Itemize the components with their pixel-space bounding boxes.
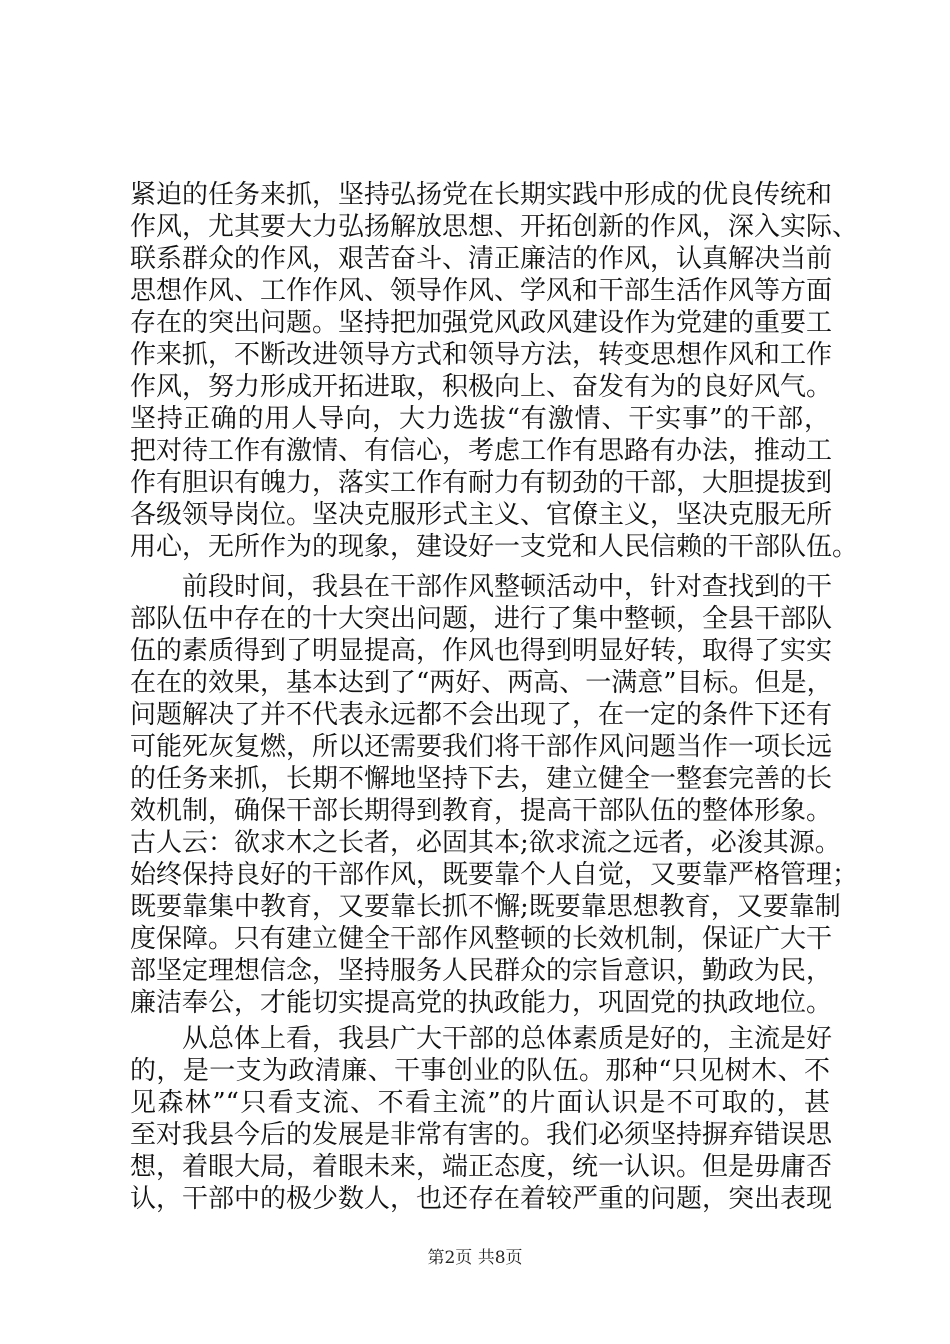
page-number-indicator: 第2页 共8页	[427, 1248, 523, 1268]
text-line: 至对我县今后的发展是非常有害的。我们必须坚持摒弃错误思	[130, 1120, 833, 1150]
text-line: 的，是一支为政清廉、干事创业的队伍。那种“只见树木、不	[130, 1056, 830, 1086]
text-line: 从总体上看，我县广大干部的总体素质是好的，主流是好	[130, 1024, 833, 1054]
paragraph-3	[130, 1023, 833, 1215]
text-line: 部队伍中存在的十大突出问题，进行了集中整顿，全县干部队	[130, 604, 833, 634]
text-line: 部坚定理想信念，坚持服务人民群众的宗旨意识，勤政为民，	[130, 956, 833, 986]
text-line: 联系群众的作风，艰苦奋斗、清正廉洁的作风，认真解决当前	[130, 244, 833, 274]
text-line: 用心，无所作为的现象，建设好一支党和人民信赖的干部队伍。	[130, 532, 859, 562]
text-line: 坚持正确的用人导向，大力选拔“有激情、干实事”的干部，	[130, 404, 830, 434]
text-line: 见森林”“只看支流、不看主流”的片面认识是不可取的，甚	[130, 1088, 830, 1118]
text-line: 认，干部中的极少数人，也还存在着较严重的问题，突出表现	[130, 1184, 833, 1214]
text-line: 始终保持良好的干部作风，既要靠个人自觉，又要靠严格管理；	[130, 860, 859, 890]
paragraph-2	[130, 571, 859, 1019]
paragraph-1	[130, 179, 859, 563]
text-line: 思想作风、工作作风、领导作风、学风和干部生活作风等方面	[130, 276, 833, 306]
text-line: 紧迫的任务来抓，坚持弘扬党在长期实践中形成的优良传统和	[130, 180, 833, 210]
page-footer	[0, 1247, 950, 1269]
text-line: 可能死灰复燃，所以还需要我们将干部作风问题当作一项长远	[130, 732, 833, 762]
text-line: 既要靠集中教育，又要靠长抓不懈;既要靠思想教育，又要靠制	[130, 892, 841, 922]
text-line: 的任务来抓，长期不懈地坚持下去，建立健全一整套完善的长	[130, 764, 833, 794]
text-line: 在在的效果，基本达到了“两好、两高、一满意”目标。但是，	[130, 668, 833, 698]
text-line: 想，着眼大局，着眼未来，端正态度，统一认识。但是毋庸否	[130, 1152, 833, 1182]
text-line: 把对待工作有激情、有信心，考虑工作有思路有办法，推动工	[130, 436, 833, 466]
text-line: 廉洁奉公，才能切实提高党的执政能力，巩固党的执政地位。	[130, 988, 833, 1018]
text-line: 问题解决了并不代表永远都不会出现了，在一定的条件下还有	[130, 700, 833, 730]
text-line: 度保障。只有建立健全干部作风整顿的长效机制，保证广大干	[130, 924, 833, 954]
text-line: 效机制，确保干部长期得到教育，提高干部队伍的整体形象。	[130, 796, 833, 826]
text-line: 作风，努力形成开拓进取，积极向上、奋发有为的良好风气。	[130, 372, 833, 402]
text-line: 古人云：欲求木之长者，必固其本;欲求流之远者，必浚其源。	[130, 828, 841, 858]
text-line: 作风，尤其要大力弘扬解放思想、开拓创新的作风，深入实际、	[130, 212, 859, 242]
text-line: 作来抓，不断改进领导方式和领导方法，转变思想作风和工作	[130, 340, 833, 370]
text-line: 伍的素质得到了明显提高，作风也得到明显好转，取得了实实	[130, 636, 833, 666]
text-line: 作有胆识有魄力，落实工作有耐力有韧劲的干部，大胆提拔到	[130, 468, 833, 498]
text-line: 存在的突出问题。坚持把加强党风政风建设作为党建的重要工	[130, 308, 833, 338]
text-line: 各级领导岗位。坚决克服形式主义、官僚主义，坚决克服无所	[130, 500, 833, 530]
text-line: 前段时间，我县在干部作风整顿活动中，针对查找到的干	[130, 572, 833, 602]
